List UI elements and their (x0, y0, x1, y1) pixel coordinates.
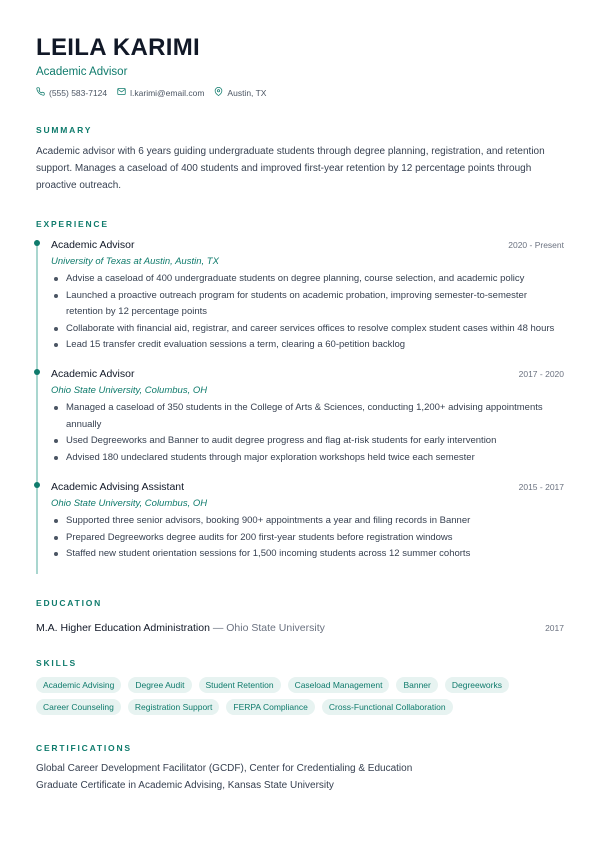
job-title: Academic Advising Assistant (51, 481, 185, 493)
job-dates: 2017 - 2020 (518, 369, 564, 379)
job-entry (51, 481, 564, 563)
timeline-dot (34, 240, 40, 246)
job-dates: 2015 - 2017 (518, 482, 564, 492)
job-bullet: Collaborate with financial aid, registrar, and career services offices to resolve complex student cases within 48 hours (51, 321, 564, 338)
location-pin-icon (214, 87, 223, 98)
skill-chip: Student Retention (199, 677, 281, 693)
skill-chip: Registration Support (128, 699, 220, 715)
job-organization: University of Texas at Austin, Austin, TX (51, 256, 219, 267)
skill-chip: Career Counseling (36, 699, 121, 715)
job-entry (51, 239, 564, 354)
job-bullet: Staffed new student orientation sessions for 1,500 incoming students across 12 summer cohorts (51, 546, 564, 563)
skills-heading: SKILLS (36, 658, 78, 668)
job-bullet: Managed a caseload of 350 students in the College of Arts & Sciences, conducting 1,200+ advising appointments annually (51, 400, 564, 433)
candidate-name: LEILA KARIMI (36, 34, 201, 61)
phone-text: (555) 583-7124 (49, 87, 108, 98)
skills-list (36, 677, 564, 715)
education-year: 2017 (545, 623, 564, 633)
phone-icon (36, 87, 45, 98)
skill-chip: Banner (396, 677, 437, 693)
skill-chip: Degreeworks (445, 677, 509, 693)
certification-item: Global Career Development Facilitator (GCDF), Center for Credentialing & Education (36, 763, 413, 774)
contact-email (117, 87, 204, 98)
skill-chip: Degree Audit (128, 677, 191, 693)
education-entry (36, 618, 564, 636)
certification-item: Graduate Certificate in Academic Advising, Kansas State University (36, 780, 334, 791)
mail-icon (117, 87, 126, 98)
job-organization: Ohio State University, Columbus, OH (51, 498, 208, 509)
job-bullet: Launched a proactive outreach program for students on academic probation, improving semester-to-semester retention by 12 percentage points (51, 288, 564, 321)
education-degree: M.A. Higher Education Administration (36, 622, 210, 634)
contact-phone (36, 87, 107, 98)
job-bullet: Supported three senior advisors, booking 900+ appointments a year and filing records in Banner (51, 513, 564, 530)
candidate-role: Academic Advisor (36, 66, 128, 78)
contact-row (36, 87, 266, 98)
timeline-line (36, 240, 38, 574)
job-bullet: Used Degreeworks and Banner to audit degree progress and flag at-risk students for early intervention (51, 433, 564, 450)
timeline-dot (34, 482, 40, 488)
job-title: Academic Advisor (51, 368, 135, 380)
skill-chip: Caseload Management (288, 677, 390, 693)
location-text: Austin, TX (227, 87, 267, 98)
summary-heading: SUMMARY (36, 125, 93, 135)
job-organization: Ohio State University, Columbus, OH (51, 385, 208, 396)
skill-chip: FERPA Compliance (226, 699, 314, 715)
job-entry (51, 368, 564, 466)
summary-text: Academic advisor with 6 years guiding undergraduate students through degree planning, registration, and retention support. Manages a caseload of 400 students and improved first-year retention by 12 percentage points through proactive outreach. (36, 146, 545, 191)
job-title: Academic Advisor (51, 239, 135, 251)
timeline-dot (34, 369, 40, 375)
job-bullet: Advised 180 undeclared students through major exploration workshops held twice each semester (51, 450, 564, 467)
experience-heading: EXPERIENCE (36, 219, 109, 229)
education-heading: EDUCATION (36, 598, 103, 608)
email-text: l.karimi@email.com (130, 87, 205, 98)
job-bullet: Advise a caseload of 400 undergraduate students on degree planning, course selection, and academic policy (51, 271, 564, 288)
job-dates: 2020 - Present (508, 240, 564, 250)
skill-chip: Academic Advising (36, 677, 121, 693)
contact-location (214, 87, 266, 98)
certifications-heading: CERTIFICATIONS (36, 743, 132, 753)
job-bullet: Lead 15 transfer credit evaluation sessions a term, clearing a 60-petition backlog (51, 337, 564, 354)
skill-chip: Cross-Functional Collaboration (322, 699, 453, 715)
education-school: — Ohio State University (209, 622, 325, 634)
job-bullet: Prepared Degreeworks degree audits for 200 first-year students before registration windows (51, 530, 564, 547)
